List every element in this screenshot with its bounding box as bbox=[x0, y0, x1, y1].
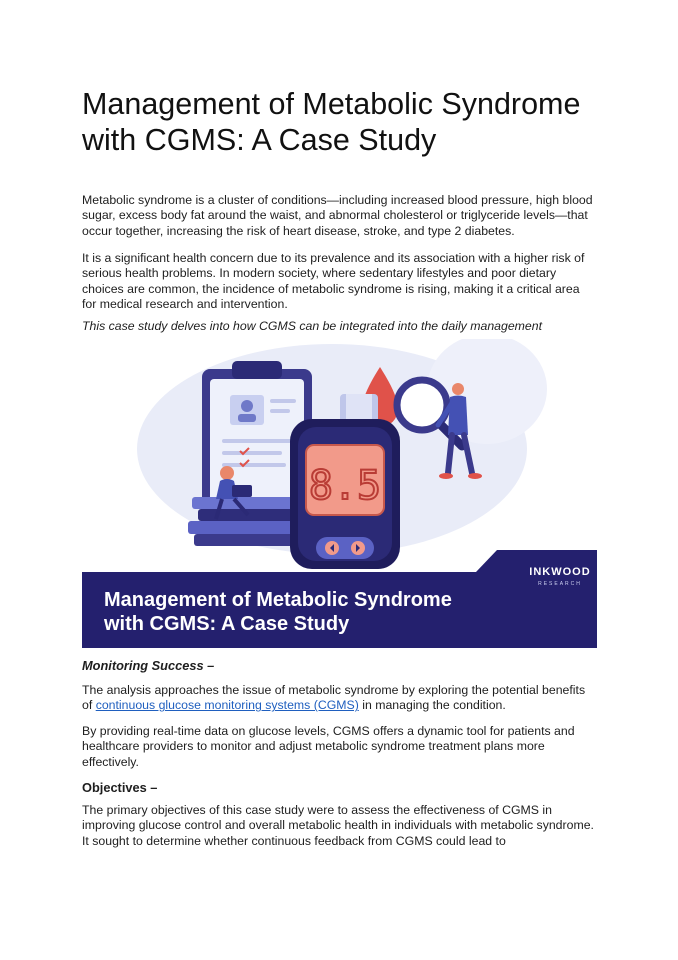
intro-paragraph-3-clipped bbox=[82, 319, 597, 341]
intro-paragraph-2: It is a significant health concern due to its prevalence and its association with a higher risk of serious health problems. In modern society, where sedentary lifestyles and poor dietary choices are common, the incidence of metabolic syndrome is rising, making it a critical area for medical research and intervention. bbox=[82, 251, 585, 312]
article-banner-image bbox=[82, 339, 597, 648]
objectives-heading: Objectives – bbox=[82, 780, 158, 795]
intro-paragraph-1: Metabolic syndrome is a cluster of conditions—including increased blood pressure, high blood sugar, excess body fat around the waist, and abnormal cholesterol or triglyceride levels—that occur together, increasing the risk of heart disease, stroke, and type 2 diabetes. bbox=[82, 193, 593, 238]
inkwood-logo-subtext: RESEARCH bbox=[538, 581, 582, 587]
monitoring-text-after: in managing the condition. bbox=[358, 698, 506, 713]
monitoring-heading: Monitoring Success – bbox=[82, 658, 215, 673]
monitoring-text-before: The analysis approaches the issue of metabolic syndrome by exploring the potential benefits of bbox=[82, 683, 586, 713]
intro-paragraph-3: This case study delves into how CGMS can be integrated into the daily management bbox=[82, 319, 543, 333]
monitoring-paragraph-2: By providing real-time data on glucose levels, CGMS offers a dynamic tool for patients and healthcare providers to monitor and adjust metabolic syndrome treatment plans more effectively. bbox=[82, 724, 575, 769]
meter-reading: 8.5 bbox=[308, 463, 382, 509]
glucose-meter-illustration bbox=[290, 394, 400, 569]
cgms-link[interactable]: continuous glucose monitoring systems (CGMS) bbox=[95, 698, 359, 713]
banner-title-line-1: Management of Metabolic Syndrome bbox=[104, 589, 452, 611]
monitoring-paragraph-1 bbox=[82, 683, 597, 714]
page-title: Management of Metabolic Syndrome with CGMS: A Case Study bbox=[82, 87, 581, 157]
objectives-paragraph-1: The primary objectives of this case study were to assess the effectiveness of CGMS in improving glucose control and overall metabolic health in individuals with metabolic syndrome. It sought to determine whether continuous feedback from CGMS could lead to bbox=[82, 803, 594, 848]
banner-title-line-2: with CGMS: A Case Study bbox=[104, 613, 350, 635]
inkwood-logo-text: INKWOOD bbox=[529, 566, 591, 578]
